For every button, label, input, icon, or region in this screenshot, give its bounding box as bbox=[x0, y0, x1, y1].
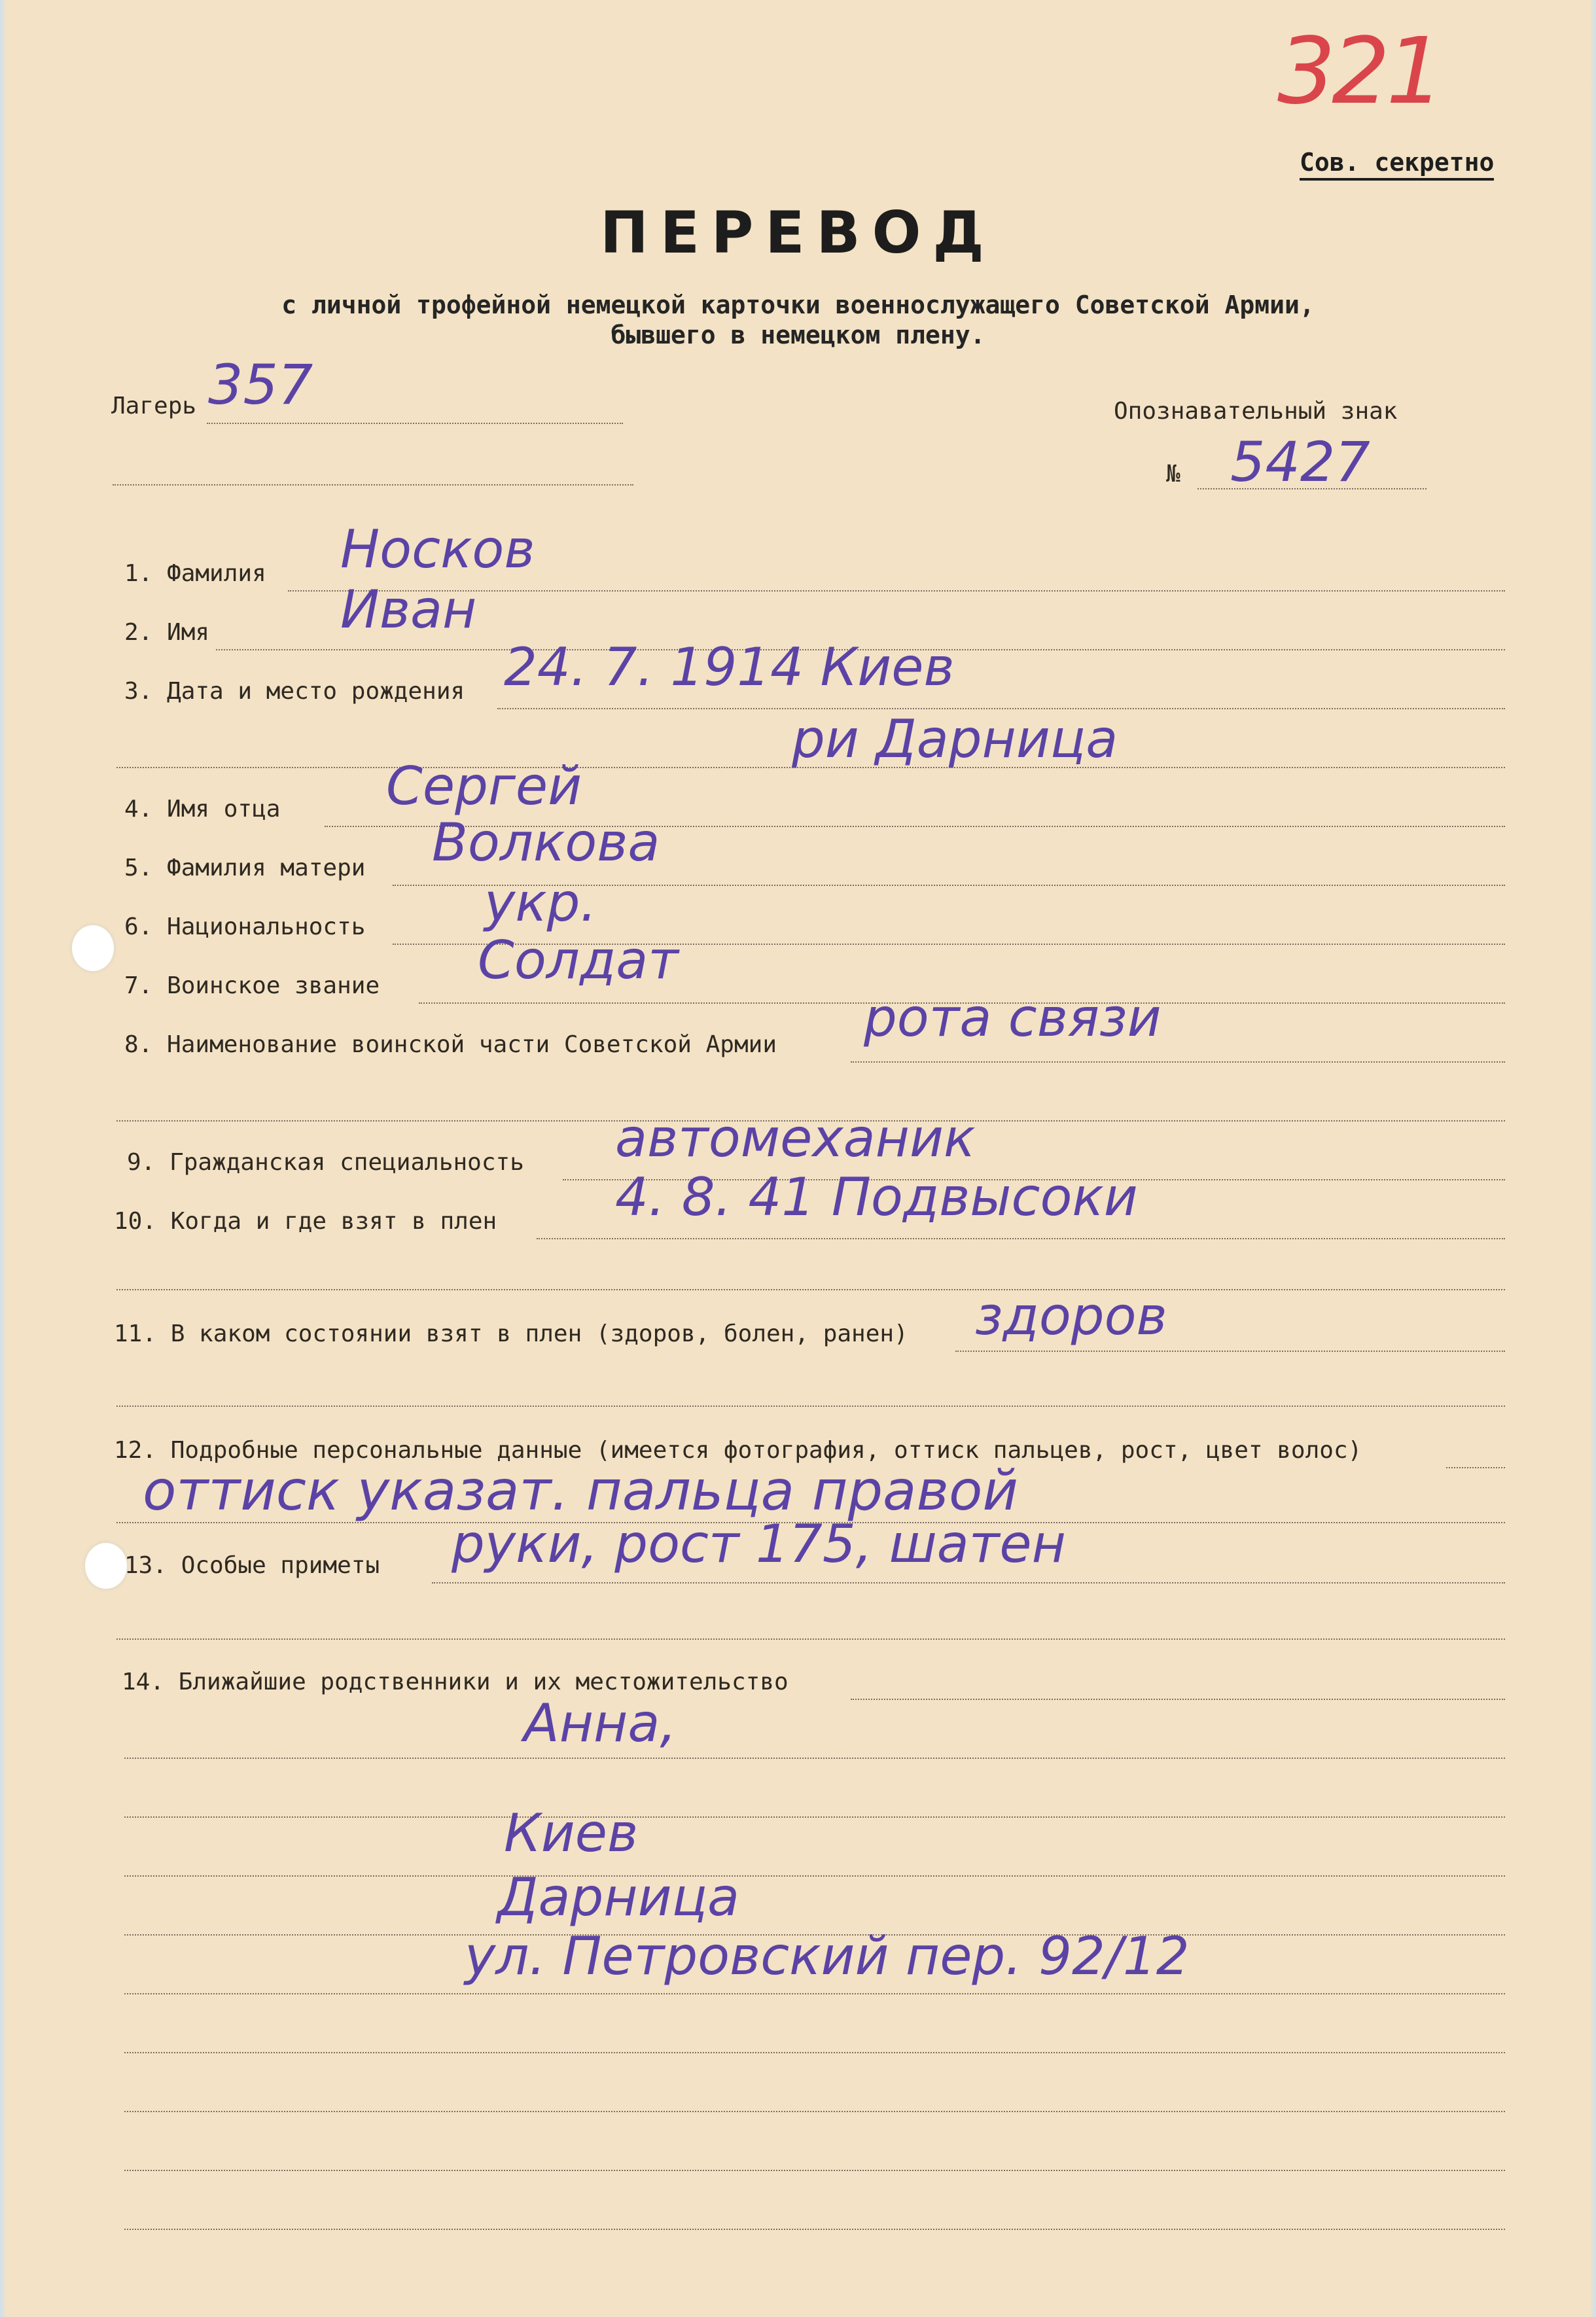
id-tag-line bbox=[1197, 488, 1427, 489]
field-14-label: 14. Ближайшие родственники и их местожительство bbox=[122, 1669, 789, 1695]
camp-value: 357 bbox=[208, 353, 313, 417]
field-3-value: 24. 7. 1914 Киев bbox=[504, 637, 955, 698]
relatives-line-9 bbox=[124, 2229, 1505, 2230]
punch-hole-top bbox=[72, 925, 114, 971]
field-13-line-2 bbox=[116, 1638, 1505, 1640]
document-subtitle-line2: бывшего в немецком плену. bbox=[611, 321, 985, 349]
field-4-label: 4. Имя отца bbox=[124, 796, 281, 822]
relatives-line-7 bbox=[124, 2111, 1505, 2112]
relatives-line-6 bbox=[124, 2052, 1505, 2053]
field-1-value: Носков bbox=[340, 519, 535, 580]
field-13-value: руки, рост 175, шатен bbox=[452, 1513, 1066, 1574]
field-5-label: 5. Фамилия матери bbox=[124, 855, 366, 881]
field-10-value: 4. 8. 41 Подвысоки bbox=[615, 1167, 1138, 1228]
camp-line bbox=[207, 423, 623, 424]
field-12-value: оттиск указат. пальца правой bbox=[143, 1459, 1019, 1523]
field-3-label: 3. Дата и место рождения bbox=[124, 678, 465, 705]
field-6-value: укр. bbox=[484, 872, 597, 933]
field-3-value-line2: ри Дарница bbox=[792, 709, 1118, 769]
field-11-label: 11. В каком состоянии взят в плен (здоров, болен, ранен) bbox=[114, 1320, 908, 1347]
field-10-label: 10. Когда и где взят в плен bbox=[114, 1208, 497, 1235]
relatives-line-2 bbox=[124, 1816, 1505, 1818]
field-4-value: Сергей bbox=[386, 756, 582, 817]
id-tag-no-label: № bbox=[1166, 461, 1180, 487]
field-5-value: Волкова bbox=[432, 812, 660, 873]
field-7-value: Солдат bbox=[478, 930, 679, 991]
field-9-label: 9. Гражданская специальность bbox=[127, 1149, 524, 1176]
field-3-line-2 bbox=[116, 767, 1505, 768]
relatives-line-8 bbox=[124, 2170, 1505, 2171]
field-2-value: Иван bbox=[340, 579, 477, 640]
archive-number: 321 bbox=[1277, 18, 1441, 125]
field-11-value: здоров bbox=[975, 1286, 1167, 1347]
field-8-line bbox=[851, 1061, 1505, 1063]
field-1-label: 1. Фамилия bbox=[124, 560, 266, 587]
field-11-line-2 bbox=[116, 1406, 1505, 1407]
camp-label: Лагерь bbox=[111, 393, 197, 419]
field-8-value: рота связи bbox=[864, 987, 1162, 1048]
field-2-label: 2. Имя bbox=[124, 619, 210, 646]
relative-line-4: ул. Петровский пер. 92/12 bbox=[465, 1926, 1190, 1987]
field-8-label: 8. Наименование воинской части Советской Армии bbox=[124, 1031, 777, 1058]
relative-line-3: Дарница bbox=[497, 1867, 740, 1928]
field-13-line bbox=[432, 1582, 1505, 1583]
relatives-line-5 bbox=[124, 1993, 1505, 1994]
field-11-line bbox=[955, 1351, 1505, 1352]
document-subtitle-line1: с личной трофейной немецкой карточки военнослужащего Советской Армии, bbox=[281, 291, 1315, 319]
relative-line-2: Киев bbox=[504, 1803, 639, 1864]
field-6-label: 6. Национальность bbox=[124, 913, 366, 940]
id-tag-label: Опознавательный знак bbox=[1114, 398, 1398, 425]
field-12-line-end bbox=[1446, 1467, 1505, 1468]
punch-hole-bottom bbox=[85, 1543, 127, 1589]
field-10-line-2 bbox=[116, 1289, 1505, 1290]
field-14-line bbox=[851, 1699, 1505, 1700]
classification-label: Сов. секретно bbox=[1300, 148, 1494, 181]
field-12-label: 12. Подробные персональные данные (имеется фотография, оттиск пальцев, рост, цвет волос) bbox=[114, 1437, 1362, 1464]
relatives-line-3 bbox=[124, 1875, 1505, 1877]
document-title: ПЕРЕВОД bbox=[600, 199, 996, 266]
relative-line-1: Анна, bbox=[523, 1693, 677, 1754]
field-13-label: 13. Особые приметы bbox=[124, 1552, 380, 1579]
id-tag-value: 5427 bbox=[1230, 430, 1370, 494]
camp-line-2 bbox=[113, 484, 633, 486]
field-7-label: 7. Воинское звание bbox=[124, 972, 380, 999]
field-10-line bbox=[537, 1238, 1505, 1239]
relatives-line-1 bbox=[124, 1758, 1505, 1759]
field-9-value: автомеханик bbox=[615, 1108, 976, 1169]
